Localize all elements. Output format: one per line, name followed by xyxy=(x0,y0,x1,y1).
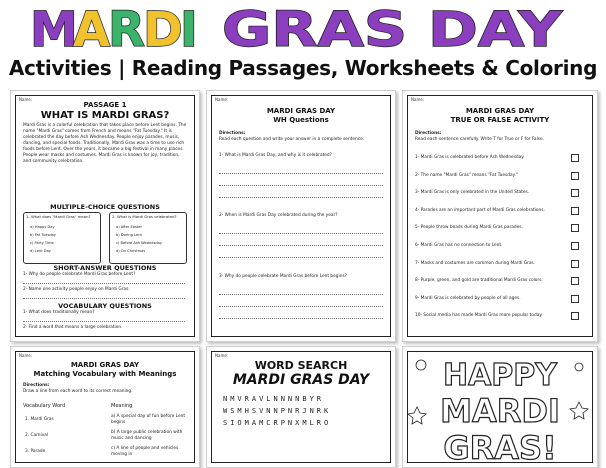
name-field-label: Name: xyxy=(215,353,229,358)
matching-card[interactable] xyxy=(10,346,200,468)
title-letter-m: M xyxy=(30,2,78,54)
tf-statement: 10- Social media has made Mardi Gras more popular today. xyxy=(415,313,543,319)
title-letter-r: R xyxy=(108,2,145,54)
answer-line[interactable] xyxy=(219,306,383,307)
answer-line[interactable] xyxy=(23,283,185,284)
coloring-art xyxy=(403,347,597,467)
tf-statement: 1- Mardi Gras is celebrated before Ash Wednesday. xyxy=(415,155,525,160)
answer-line[interactable] xyxy=(219,318,383,319)
tf-answer-checkbox[interactable] xyxy=(571,295,579,303)
answer-line[interactable] xyxy=(219,245,383,246)
answer-line[interactable] xyxy=(219,233,383,234)
mc-option[interactable]: a) Happy Day xyxy=(30,225,55,229)
tf-answer-checkbox[interactable] xyxy=(571,277,579,285)
answer-line[interactable] xyxy=(219,294,383,295)
title-letter-a: A xyxy=(73,2,111,54)
wh-subtitle: WH Questions xyxy=(273,116,329,124)
main-title-art xyxy=(0,0,606,54)
tf-statement: 4- Parades are an important part of Mardi Gras celebrations. xyxy=(415,207,545,213)
word-search-row[interactable]: SIOMAMCRPNXMLRO xyxy=(223,419,332,427)
mc-title: MULTIPLE-CHOICE QUESTIONS xyxy=(50,203,160,211)
short-answer-1: 1- Why do people celebrate Mardi Gras before Lent? xyxy=(23,272,136,277)
title-letter-i: I xyxy=(180,2,198,54)
tf-subtitle: TRUE OR FALSE ACTIVITY xyxy=(450,116,550,124)
directions-label: Directions: xyxy=(219,131,246,136)
name-field-label: Name: xyxy=(411,97,425,102)
tf-answer-checkbox[interactable] xyxy=(571,260,579,268)
mc-option[interactable]: b) During Lent xyxy=(116,233,142,237)
directions-label: Directions: xyxy=(415,131,442,136)
tf-answer-checkbox[interactable] xyxy=(571,312,579,320)
tf-statement: 7- Masks and costumes are common during Mardi Gras. xyxy=(415,260,536,266)
answer-line[interactable] xyxy=(219,257,383,258)
tf-statement: 2- The name "Mardi Gras" means "Fat Tuesday." xyxy=(415,172,518,178)
title-rest: GRAS DAY xyxy=(222,2,564,54)
wh-question-3: 3- Why do people celebrate Mardi Gras before Lent begins? xyxy=(219,274,347,279)
answer-line[interactable] xyxy=(23,298,185,299)
true-false-card[interactable] xyxy=(402,90,598,342)
answer-line[interactable] xyxy=(219,197,383,198)
coloring-word-gras: GRAS! xyxy=(443,429,557,467)
balloon-icon xyxy=(416,360,426,370)
tf-answer-checkbox[interactable] xyxy=(571,224,579,232)
vocabulary-1: 1- What does traditionally mean? xyxy=(23,310,95,315)
answer-line[interactable] xyxy=(219,173,383,174)
balloon-icon xyxy=(575,363,583,371)
word-search-row[interactable]: WSMHSVNNPNRJNRK xyxy=(223,407,332,415)
mc-question-2-box xyxy=(109,212,187,264)
vocab-meaning[interactable]: b) A large public celebration with music and dancing xyxy=(111,430,183,441)
vocab-word[interactable]: 1. Mardi Gras xyxy=(25,417,54,422)
column-header-word: Vocabulary Word xyxy=(23,403,66,409)
tf-statement: 8- Purple, green, and gold are traditional Mardi Gras colors. xyxy=(415,278,543,284)
tf-answer-checkbox[interactable] xyxy=(571,172,579,180)
passage-label: PASSAGE 1 xyxy=(83,101,127,109)
tf-statement: 6- Mardi Gras has no connection to Lent. xyxy=(415,243,503,248)
wh-question-1: 1- What is Mardi Gras Day, and why is it celebrated? xyxy=(219,153,332,158)
subtitle: Activities | Reading Passages, Worksheets & Coloring xyxy=(8,56,598,80)
mc-option[interactable]: a) After Easter xyxy=(116,225,142,229)
coloring-page-card[interactable] xyxy=(402,346,598,468)
match-subtitle: Matching Vocabulary with Meanings xyxy=(33,370,177,378)
mc-option[interactable]: d) Lent Day xyxy=(30,249,51,253)
passage-worksheet-card[interactable] xyxy=(10,90,200,342)
mc-option[interactable]: b) Fat Tuesday xyxy=(30,233,56,237)
short-answer-2: 2- Name one activity people enjoy on Mardi Gras. xyxy=(23,287,130,292)
main-title xyxy=(0,0,606,54)
short-answer-title: SHORT-ANSWER QUESTIONS xyxy=(53,264,157,272)
star-icon xyxy=(570,402,588,419)
word-search-title: WORD SEARCH xyxy=(254,359,348,372)
directions-label: Directions: xyxy=(23,383,50,388)
wh-title: MARDI GRAS DAY xyxy=(266,107,336,115)
vocab-meaning[interactable]: a) A special day of fun before Lent begins xyxy=(111,414,186,425)
word-search-subtitle: MARDI GRAS DAY xyxy=(232,372,370,388)
tf-statement: 3- Mardi Gras is only celebrated in the United States. xyxy=(415,190,530,196)
tf-title: MARDI GRAS DAY xyxy=(465,107,535,115)
wh-question-2: 2- When is Mardi Gras Day celebrated during the year? xyxy=(219,213,338,218)
tf-answer-checkbox[interactable] xyxy=(571,207,579,215)
word-search-row[interactable]: NMVRAVLNNNNBYR xyxy=(223,395,325,403)
tf-answer-checkbox[interactable] xyxy=(571,154,579,162)
tf-statement: 5- People throw beads during Mardi Gras parades. xyxy=(415,225,523,231)
directions-text: Read each sentence carefully. Write T for True or F for False. xyxy=(415,137,545,142)
word-search-card[interactable] xyxy=(206,346,396,468)
match-title: MARDI GRAS DAY xyxy=(70,361,140,369)
tf-statement: 9- Mardi Gras is celebrated by people of all ages. xyxy=(415,295,521,301)
passage-title: WHAT IS MARDI GRAS? xyxy=(40,110,170,121)
directions-text: Draw a line from each word to its correct meaning. xyxy=(23,389,133,394)
mc-question-2: 2- What is Mardi Gras celebrated? xyxy=(112,214,177,219)
tf-answer-checkbox[interactable] xyxy=(571,189,579,197)
mc-option[interactable]: c) Party Time xyxy=(30,241,54,245)
name-field-label: Name: xyxy=(19,353,33,358)
vocab-word[interactable]: 3. Parade xyxy=(25,449,46,454)
mc-option[interactable]: c) Before Ash Wednesday xyxy=(116,241,162,245)
star-icon xyxy=(408,407,426,424)
title-letter-d: D xyxy=(143,2,183,54)
name-field-label: Name: xyxy=(215,97,229,102)
vocabulary-2: 2- Find a word that means a large celebration. xyxy=(23,325,123,330)
name-field-label: Name: xyxy=(19,97,33,102)
coloring-word-mardi: MARDI xyxy=(440,392,560,430)
mc-option[interactable]: d) On Christmas xyxy=(116,249,146,253)
mc-question-1-box xyxy=(23,212,101,264)
mc-question-1: 1- What does "Mardi Gras" mean? xyxy=(26,214,91,219)
vocab-meaning[interactable]: c) A line of people and vehicles moving in xyxy=(111,446,179,457)
vocabulary-title: VOCABULARY QUESTIONS xyxy=(58,302,152,310)
answer-line[interactable] xyxy=(219,185,383,186)
tf-answer-checkbox[interactable] xyxy=(571,242,579,250)
column-header-meaning: Meaning xyxy=(111,403,133,409)
coloring-word-happy: HAPPY xyxy=(442,358,558,393)
directions-text: Read each question and write your answer in a complete sentence. xyxy=(219,137,365,142)
wh-questions-card[interactable] xyxy=(206,90,396,342)
answer-line[interactable] xyxy=(23,321,185,322)
passage-body: Mardi Gras is a colorful celebration that takes place before Lent begins. The name "Mardi Gras" comes from French and means "Fat Tuesday." It is celebrated the day before Ash Wednesday. People enjoy parades, music, dancing, and special foods. Traditionally, Mardi Gras was a time to use rich foods before Lent. Over the years, it became a big festival in many places. People wear masks and costumes. Mardi Gras is known for joy, tradition, and community celebration. xyxy=(23,123,187,164)
vocab-word[interactable]: 2. Carnival xyxy=(25,433,49,438)
